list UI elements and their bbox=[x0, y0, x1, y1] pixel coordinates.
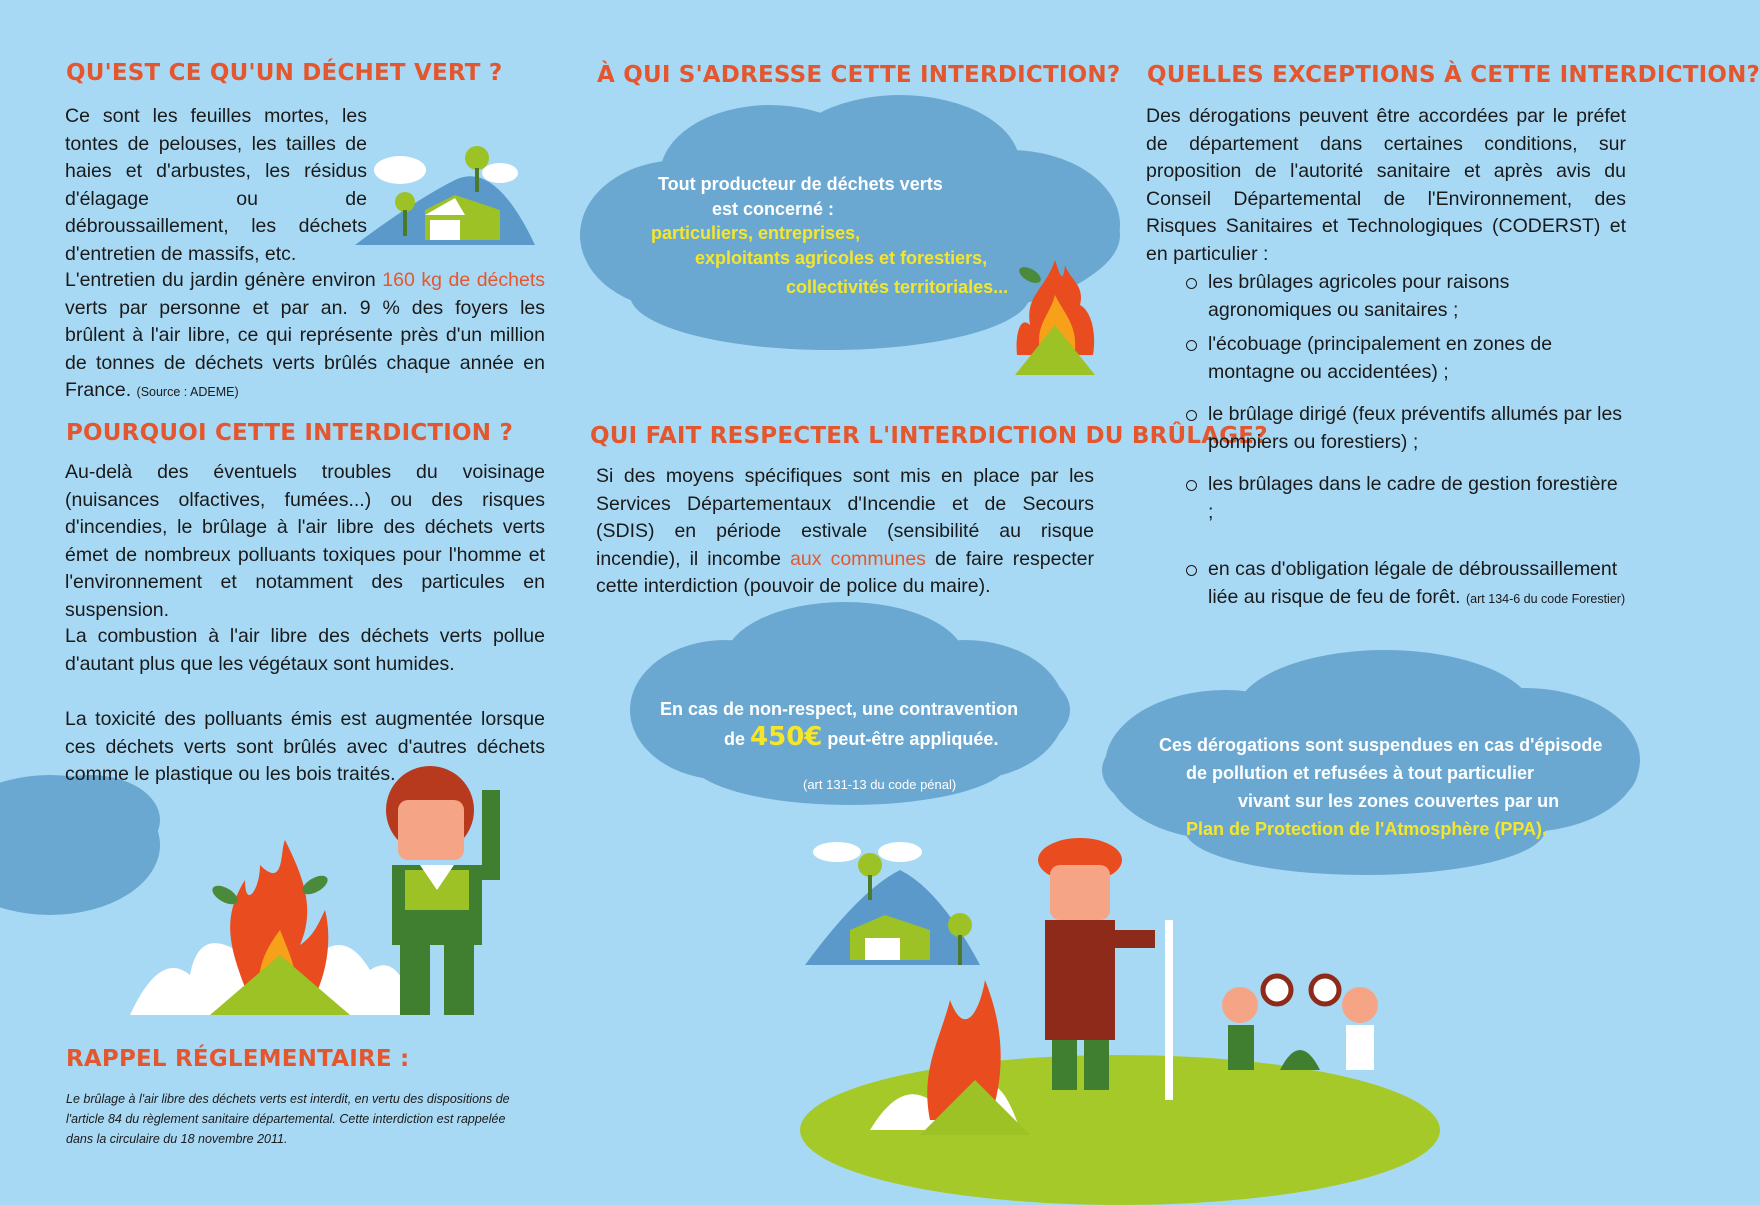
cloud-fine-l1: En cas de non-respect, une contravention bbox=[660, 699, 1019, 719]
exception-item: l'écobuage (principalement en zones de montagne ou accidentées) ; bbox=[1186, 331, 1626, 386]
regulatory-footnote: Le brûlage à l'air libre des déchets verts est interdit, en vertu des dispositions de l'article 84 du règlement sanitaire départemental. Cette interdiction est rappelée dans la circulaire du 18 novembre 2011. bbox=[66, 1092, 510, 1146]
forestry-code-reference: (art 134-6 du code Forestier) bbox=[1466, 591, 1626, 606]
cloud-concerned-l4: exploitants agricoles et forestiers, bbox=[695, 248, 988, 268]
heading-why-ban: POURQUOI CETTE INTERDICTION ? bbox=[66, 420, 514, 446]
cloud-concerned-l3: particuliers, entreprises, bbox=[651, 223, 861, 243]
fine-amount: 450€ bbox=[750, 722, 823, 752]
penal-code-reference: (art 131-13 du code pénal) bbox=[803, 777, 957, 792]
cloud-concerned-l5: collectivités territoriales... bbox=[786, 277, 1009, 297]
exceptions-list bbox=[1186, 269, 1626, 613]
cloud-concerned-l1: Tout producteur de déchets verts bbox=[658, 174, 943, 194]
fire-character-illustration bbox=[130, 770, 530, 1020]
exception-item: les brûlages agricoles pour raisons agronomiques ou sanitaires ; bbox=[1186, 269, 1626, 324]
why-ban-paragraph: Au-delà des éventuels troubles du voisinage (nuisances olfactives, fumées...) ou des risques d'incendies, le brûlage à l'air libre des déchets verts émet de nombreux polluants toxiques pour l'homme et l'environnement et notamment des particules en suspension. bbox=[65, 461, 545, 621]
heading-regulatory-reminder: RAPPEL RÉGLEMENTAIRE : bbox=[66, 1046, 410, 1072]
toxicity-paragraph: La toxicité des polluants émis est augmentée lorsque ces déchets verts sont brûlés avec d'autres déchets comme le plastique ou les bois traités. bbox=[65, 708, 545, 785]
cloud-derogation-l3: vivant sur les zones couvertes par un bbox=[1238, 791, 1560, 811]
exception-item: les brûlages dans le cadre de gestion forestière ; bbox=[1186, 471, 1626, 526]
heading-what-is-green-waste: QU'EST CE QU'UN DÉCHET VERT ? bbox=[66, 60, 503, 86]
cloud-derogation-l2: de pollution et refusées à tout particulier bbox=[1186, 763, 1535, 783]
countryside-illustration bbox=[790, 830, 1430, 1205]
source-ademe: (Source : ADEME) bbox=[136, 385, 239, 399]
exception-item: en cas d'obligation légale de débroussaillement liée au risque de feu de forêt. (art 134-6 du code Forestier) bbox=[1186, 556, 1626, 613]
communes-highlight: aux communes bbox=[790, 547, 926, 570]
exceptions-intro: Des dérogations peuvent être accordées par le préfet de département dans certaines conditions, sur proposition de l'autorité sanitaire et après avis du Conseil Départemental de l'Environnement, des Risques Sanitaires et Technologiques (CODERST) et en particulier : bbox=[1146, 105, 1626, 265]
humidity-paragraph: La combustion à l'air libre des déchets verts pollue d'autant plus que les végétaux sont humides. bbox=[65, 625, 545, 675]
cloud-fine-l2: de 450€ peut-être appliquée. bbox=[724, 722, 999, 752]
cloud-concerned-l2: est concerné : bbox=[712, 199, 835, 219]
garden-waste-statistics: L'entretien du jardin génère environ 160 kg de déchets verts par personne et par an. 9 % des foyers les brûlent à l'air libre, ce qui représente près d'un million de tonnes de déchets verts brûlés chaque année en France. (Source : ADEME) bbox=[65, 269, 546, 401]
heading-who-is-concerned: À QUI S'ADRESSE CETTE INTERDICTION? bbox=[597, 62, 1121, 88]
house-hill-illustration bbox=[355, 140, 555, 250]
waste-amount-highlight: 160 kg de déchets bbox=[382, 269, 546, 291]
flame-illustration bbox=[1005, 255, 1105, 380]
cloud-derogation-l4: Plan de Protection de l'Atmosphère (PPA). bbox=[1186, 819, 1548, 839]
exception-item: le brûlage dirigé (feux préventifs allumés par les pompiers ou forestiers) ; bbox=[1186, 401, 1626, 456]
heading-exceptions: QUELLES EXCEPTIONS À CETTE INTERDICTION? bbox=[1147, 62, 1760, 88]
heading-who-enforces: QUI FAIT RESPECTER L'INTERDICTION DU BRÛLAGE? bbox=[590, 423, 1268, 449]
green-waste-definition: Ce sont les feuilles mortes, les tontes de pelouses, les tailles de haies et d'arbustes, les résidus d'élagage ou de débroussaillement, les déchets d'entretien de massifs, etc. bbox=[65, 105, 367, 265]
enforcement-paragraph: Si des moyens spécifiques sont mis en place par les Services Départementaux d'Incendie et de Secours (SDIS) en période estivale (sensibilité au risque incendie), il incombe aux communes de faire respecter cette interdiction (pouvoir de police du maire). bbox=[596, 465, 1094, 597]
cloud-derogation-l1: Ces dérogations sont suspendues en cas d'épisode bbox=[1159, 735, 1603, 755]
